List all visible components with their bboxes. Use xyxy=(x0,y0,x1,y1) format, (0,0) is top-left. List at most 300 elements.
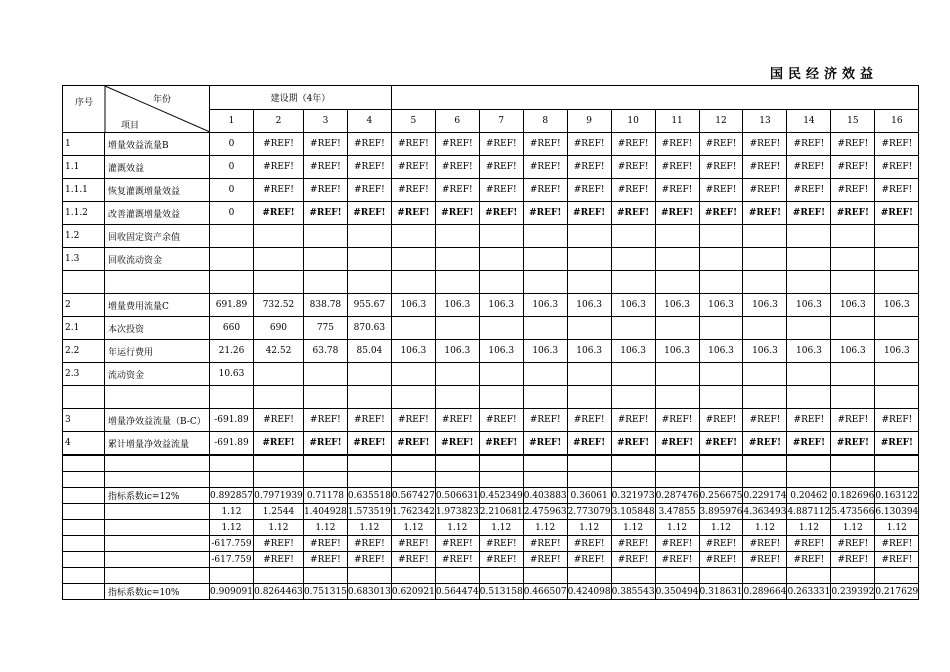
value-cell[interactable]: 0 xyxy=(210,133,254,156)
lower-value-cell[interactable] xyxy=(875,568,919,584)
value-cell[interactable]: 732.52 xyxy=(253,294,303,317)
lower-item-cell[interactable] xyxy=(105,520,210,536)
value-cell[interactable]: 106.3 xyxy=(523,340,567,363)
lower-value-cell[interactable] xyxy=(210,568,254,584)
value-cell[interactable] xyxy=(253,386,303,409)
lower-value-cell[interactable]: #REF! xyxy=(787,552,831,568)
value-cell[interactable]: #REF! xyxy=(303,156,347,179)
lower-value-cell[interactable]: #REF! xyxy=(523,552,567,568)
value-cell[interactable] xyxy=(391,363,435,386)
value-cell[interactable]: 106.3 xyxy=(391,340,435,363)
lower-value-cell[interactable]: #REF! xyxy=(347,536,391,552)
value-cell[interactable] xyxy=(523,271,567,294)
row-number-cell[interactable]: 2.2 xyxy=(63,340,105,363)
row-item-cell[interactable]: 增量费用流量C xyxy=(105,294,210,317)
value-cell[interactable]: #REF! xyxy=(253,432,303,456)
lower-value-cell[interactable]: #REF! xyxy=(655,552,699,568)
value-cell[interactable]: #REF! xyxy=(253,202,303,225)
lower-value-cell[interactable]: #REF! xyxy=(875,536,919,552)
lower-value-cell[interactable]: 0.182696 xyxy=(831,488,875,504)
value-cell[interactable] xyxy=(787,248,831,271)
lower-value-cell[interactable] xyxy=(523,472,567,488)
value-cell[interactable] xyxy=(787,317,831,340)
value-cell[interactable] xyxy=(831,317,875,340)
lower-value-cell[interactable] xyxy=(435,455,479,472)
value-cell[interactable] xyxy=(743,386,787,409)
lower-value-cell[interactable] xyxy=(253,472,303,488)
value-cell[interactable]: #REF! xyxy=(567,202,611,225)
lower-value-cell[interactable]: #REF! xyxy=(699,536,743,552)
lower-value-cell[interactable]: #REF! xyxy=(523,536,567,552)
value-cell[interactable]: #REF! xyxy=(699,202,743,225)
value-cell[interactable] xyxy=(210,386,254,409)
row-number-cell[interactable]: 1.3 xyxy=(63,248,105,271)
value-cell[interactable]: #REF! xyxy=(391,156,435,179)
lower-value-cell[interactable]: 0.567427 xyxy=(391,488,435,504)
value-cell[interactable]: #REF! xyxy=(479,432,523,456)
lower-value-cell[interactable]: 0.20462 xyxy=(787,488,831,504)
lower-value-cell[interactable]: 4.887112 xyxy=(787,504,831,520)
lower-value-cell[interactable]: #REF! xyxy=(831,536,875,552)
lower-value-cell[interactable] xyxy=(435,472,479,488)
value-cell[interactable] xyxy=(391,271,435,294)
value-cell[interactable]: #REF! xyxy=(743,202,787,225)
value-cell[interactable]: #REF! xyxy=(435,179,479,202)
value-cell[interactable] xyxy=(347,248,391,271)
value-cell[interactable]: 106.3 xyxy=(699,294,743,317)
value-cell[interactable] xyxy=(743,225,787,248)
value-cell[interactable]: #REF! xyxy=(347,409,391,432)
value-cell[interactable] xyxy=(303,363,347,386)
lower-value-cell[interactable] xyxy=(435,568,479,584)
lower-value-cell[interactable]: #REF! xyxy=(567,552,611,568)
lower-value-cell[interactable]: 1.12 xyxy=(210,504,254,520)
value-cell[interactable] xyxy=(787,271,831,294)
value-cell[interactable]: #REF! xyxy=(523,133,567,156)
operation-period-header[interactable] xyxy=(391,86,918,110)
lower-value-cell[interactable]: 1.12 xyxy=(210,520,254,536)
value-cell[interactable] xyxy=(699,248,743,271)
value-cell[interactable] xyxy=(831,225,875,248)
value-cell[interactable]: #REF! xyxy=(875,179,919,202)
lower-value-cell[interactable] xyxy=(391,455,435,472)
value-cell[interactable] xyxy=(347,271,391,294)
row-item-cell[interactable]: 增量效益流量B xyxy=(105,133,210,156)
lower-value-cell[interactable]: 0.424098 xyxy=(567,584,611,600)
lower-number-cell[interactable] xyxy=(63,552,105,568)
value-cell[interactable]: #REF! xyxy=(611,179,655,202)
lower-value-cell[interactable] xyxy=(479,568,523,584)
value-cell[interactable]: #REF! xyxy=(391,432,435,456)
lower-value-cell[interactable] xyxy=(479,472,523,488)
value-cell[interactable]: #REF! xyxy=(567,409,611,432)
value-cell[interactable]: 106.3 xyxy=(831,340,875,363)
lower-value-cell[interactable]: 1.12 xyxy=(787,520,831,536)
value-cell[interactable] xyxy=(347,225,391,248)
value-cell[interactable]: #REF! xyxy=(831,133,875,156)
lower-value-cell[interactable]: 0.350494 xyxy=(655,584,699,600)
row-item-cell[interactable]: 灌溉效益 xyxy=(105,156,210,179)
lower-value-cell[interactable]: 0.635518 xyxy=(347,488,391,504)
lower-value-cell[interactable]: 5.473566 xyxy=(831,504,875,520)
value-cell[interactable]: #REF! xyxy=(831,409,875,432)
value-cell[interactable] xyxy=(523,363,567,386)
row-number-cell[interactable]: 1.1 xyxy=(63,156,105,179)
lower-item-cell[interactable] xyxy=(105,455,210,472)
value-cell[interactable] xyxy=(435,225,479,248)
lower-value-cell[interactable]: 0.7971939 xyxy=(253,488,303,504)
lower-value-cell[interactable] xyxy=(699,455,743,472)
value-cell[interactable] xyxy=(787,225,831,248)
value-cell[interactable]: #REF! xyxy=(787,409,831,432)
value-cell[interactable] xyxy=(787,363,831,386)
value-cell[interactable]: -691.89 xyxy=(210,409,254,432)
lower-value-cell[interactable]: #REF! xyxy=(655,536,699,552)
year-cell-4[interactable]: 4 xyxy=(347,109,391,133)
lower-value-cell[interactable]: 0.8264463 xyxy=(253,584,303,600)
value-cell[interactable] xyxy=(523,317,567,340)
lower-number-cell[interactable] xyxy=(63,568,105,584)
lower-value-cell[interactable]: #REF! xyxy=(479,552,523,568)
value-cell[interactable]: #REF! xyxy=(831,432,875,456)
lower-value-cell[interactable]: #REF! xyxy=(347,552,391,568)
lower-value-cell[interactable]: 0.318631 xyxy=(699,584,743,600)
year-cell-3[interactable]: 3 xyxy=(303,109,347,133)
lower-value-cell[interactable]: 4.363493 xyxy=(743,504,787,520)
row-item-cell[interactable]: 流动资金 xyxy=(105,363,210,386)
year-cell-10[interactable]: 10 xyxy=(611,109,655,133)
value-cell[interactable]: 870.63 xyxy=(347,317,391,340)
value-cell[interactable] xyxy=(699,271,743,294)
row-number-cell[interactable] xyxy=(63,386,105,409)
row-item-cell[interactable]: 恢复灌溉增量效益 xyxy=(105,179,210,202)
value-cell[interactable]: 106.3 xyxy=(831,294,875,317)
value-cell[interactable]: #REF! xyxy=(831,156,875,179)
value-cell[interactable]: 838.78 xyxy=(303,294,347,317)
lower-value-cell[interactable]: 0.263331 xyxy=(787,584,831,600)
value-cell[interactable]: #REF! xyxy=(699,409,743,432)
year-cell-15[interactable]: 15 xyxy=(831,109,875,133)
value-cell[interactable] xyxy=(479,363,523,386)
value-cell[interactable] xyxy=(875,386,919,409)
value-cell[interactable]: #REF! xyxy=(787,133,831,156)
value-cell[interactable] xyxy=(391,386,435,409)
lower-item-cell[interactable] xyxy=(105,536,210,552)
value-cell[interactable] xyxy=(875,248,919,271)
lower-value-cell[interactable] xyxy=(611,455,655,472)
lower-value-cell[interactable]: 2.475963 xyxy=(523,504,567,520)
value-cell[interactable]: #REF! xyxy=(391,133,435,156)
value-cell[interactable]: #REF! xyxy=(787,432,831,456)
value-cell[interactable] xyxy=(253,225,303,248)
value-cell[interactable] xyxy=(699,317,743,340)
lower-value-cell[interactable] xyxy=(831,455,875,472)
value-cell[interactable] xyxy=(479,386,523,409)
value-cell[interactable] xyxy=(655,225,699,248)
value-cell[interactable]: #REF! xyxy=(303,409,347,432)
value-cell[interactable]: #REF! xyxy=(391,202,435,225)
lower-number-cell[interactable] xyxy=(63,536,105,552)
lower-value-cell[interactable] xyxy=(347,472,391,488)
value-cell[interactable] xyxy=(523,386,567,409)
lower-value-cell[interactable] xyxy=(743,472,787,488)
year-cell-7[interactable]: 7 xyxy=(479,109,523,133)
value-cell[interactable] xyxy=(479,317,523,340)
value-cell[interactable]: 106.3 xyxy=(479,340,523,363)
lower-value-cell[interactable]: 0.321973 xyxy=(611,488,655,504)
value-cell[interactable] xyxy=(611,248,655,271)
row-item-cell[interactable]: 本次投资 xyxy=(105,317,210,340)
lower-value-cell[interactable]: -617.759 xyxy=(210,552,254,568)
lower-value-cell[interactable] xyxy=(253,455,303,472)
row-number-cell[interactable]: 4 xyxy=(63,432,105,456)
value-cell[interactable] xyxy=(743,317,787,340)
lower-value-cell[interactable] xyxy=(699,472,743,488)
lower-value-cell[interactable] xyxy=(347,568,391,584)
value-cell[interactable]: #REF! xyxy=(611,202,655,225)
value-cell[interactable]: 106.3 xyxy=(743,340,787,363)
value-cell[interactable] xyxy=(699,386,743,409)
lower-value-cell[interactable] xyxy=(787,568,831,584)
value-cell[interactable]: #REF! xyxy=(523,156,567,179)
lower-value-cell[interactable] xyxy=(303,455,347,472)
lower-value-cell[interactable]: #REF! xyxy=(391,552,435,568)
value-cell[interactable]: 21.26 xyxy=(210,340,254,363)
value-cell[interactable]: #REF! xyxy=(435,202,479,225)
lower-value-cell[interactable]: #REF! xyxy=(787,536,831,552)
lower-value-cell[interactable]: 1.12 xyxy=(699,520,743,536)
lower-value-cell[interactable]: 2.773079 xyxy=(567,504,611,520)
value-cell[interactable]: 106.3 xyxy=(611,294,655,317)
row-item-cell[interactable]: 回收流动资金 xyxy=(105,248,210,271)
lower-value-cell[interactable]: 1.12 xyxy=(303,520,347,536)
row-number-cell[interactable] xyxy=(63,271,105,294)
lower-value-cell[interactable]: 0.620921 xyxy=(391,584,435,600)
value-cell[interactable]: #REF! xyxy=(875,156,919,179)
lower-value-cell[interactable] xyxy=(391,472,435,488)
value-cell[interactable]: #REF! xyxy=(787,202,831,225)
lower-value-cell[interactable] xyxy=(210,455,254,472)
lower-item-cell[interactable]: 指标系数ic=10% xyxy=(105,584,210,600)
value-cell[interactable]: #REF! xyxy=(787,156,831,179)
lower-value-cell[interactable]: 1.2544 xyxy=(253,504,303,520)
value-cell[interactable]: #REF! xyxy=(743,432,787,456)
lower-value-cell[interactable]: 1.12 xyxy=(875,520,919,536)
value-cell[interactable]: #REF! xyxy=(655,432,699,456)
row-number-cell[interactable]: 2.3 xyxy=(63,363,105,386)
lower-value-cell[interactable]: 0.163122 xyxy=(875,488,919,504)
value-cell[interactable]: 106.3 xyxy=(523,294,567,317)
lower-item-cell[interactable] xyxy=(105,472,210,488)
value-cell[interactable]: #REF! xyxy=(347,133,391,156)
value-cell[interactable]: #REF! xyxy=(655,133,699,156)
value-cell[interactable] xyxy=(875,271,919,294)
row-item-cell[interactable] xyxy=(105,271,210,294)
construction-period-header[interactable]: 建设期（4年） xyxy=(210,86,392,110)
value-cell[interactable]: 0 xyxy=(210,202,254,225)
value-cell[interactable]: 106.3 xyxy=(655,294,699,317)
lower-value-cell[interactable]: #REF! xyxy=(435,552,479,568)
row-item-cell[interactable]: 改善灌溉增量效益 xyxy=(105,202,210,225)
value-cell[interactable] xyxy=(479,225,523,248)
value-cell[interactable] xyxy=(567,271,611,294)
lower-value-cell[interactable]: #REF! xyxy=(611,552,655,568)
year-cell-11[interactable]: 11 xyxy=(655,109,699,133)
value-cell[interactable]: #REF! xyxy=(611,133,655,156)
row-number-cell[interactable]: 1.2 xyxy=(63,225,105,248)
value-cell[interactable] xyxy=(699,225,743,248)
value-cell[interactable]: #REF! xyxy=(567,179,611,202)
value-cell[interactable] xyxy=(303,248,347,271)
value-cell[interactable]: #REF! xyxy=(611,156,655,179)
value-cell[interactable]: #REF! xyxy=(743,179,787,202)
value-cell[interactable] xyxy=(567,386,611,409)
value-cell[interactable]: 0 xyxy=(210,179,254,202)
value-cell[interactable] xyxy=(655,386,699,409)
value-cell[interactable] xyxy=(655,363,699,386)
value-cell[interactable]: #REF! xyxy=(875,133,919,156)
lower-value-cell[interactable]: 1.12 xyxy=(253,520,303,536)
value-cell[interactable] xyxy=(523,248,567,271)
row-item-cell[interactable]: 年运行费用 xyxy=(105,340,210,363)
value-cell[interactable] xyxy=(831,271,875,294)
value-cell[interactable]: 106.3 xyxy=(655,340,699,363)
value-cell[interactable] xyxy=(391,248,435,271)
value-cell[interactable]: 690 xyxy=(253,317,303,340)
value-cell[interactable]: 660 xyxy=(210,317,254,340)
lower-number-cell[interactable] xyxy=(63,584,105,600)
value-cell[interactable]: #REF! xyxy=(699,156,743,179)
value-cell[interactable]: #REF! xyxy=(303,202,347,225)
lower-value-cell[interactable]: 1.12 xyxy=(479,520,523,536)
value-cell[interactable] xyxy=(253,363,303,386)
value-cell[interactable] xyxy=(611,386,655,409)
value-cell[interactable]: 106.3 xyxy=(787,340,831,363)
value-cell[interactable] xyxy=(567,225,611,248)
value-cell[interactable]: #REF! xyxy=(253,179,303,202)
lower-value-cell[interactable] xyxy=(567,568,611,584)
lower-value-cell[interactable] xyxy=(875,472,919,488)
value-cell[interactable] xyxy=(655,248,699,271)
value-cell[interactable]: 106.3 xyxy=(699,340,743,363)
value-cell[interactable]: 63.78 xyxy=(303,340,347,363)
lower-value-cell[interactable] xyxy=(253,568,303,584)
value-cell[interactable] xyxy=(391,317,435,340)
value-cell[interactable]: #REF! xyxy=(831,179,875,202)
value-cell[interactable]: #REF! xyxy=(435,432,479,456)
value-cell[interactable] xyxy=(567,363,611,386)
lower-value-cell[interactable] xyxy=(611,472,655,488)
value-cell[interactable]: #REF! xyxy=(875,409,919,432)
value-cell[interactable] xyxy=(210,248,254,271)
lower-value-cell[interactable]: #REF! xyxy=(391,536,435,552)
value-cell[interactable]: #REF! xyxy=(699,133,743,156)
lower-value-cell[interactable]: 0.229174 xyxy=(743,488,787,504)
value-cell[interactable]: #REF! xyxy=(743,409,787,432)
value-cell[interactable]: #REF! xyxy=(523,179,567,202)
year-cell-14[interactable]: 14 xyxy=(787,109,831,133)
value-cell[interactable]: 10.63 xyxy=(210,363,254,386)
lower-value-cell[interactable] xyxy=(743,455,787,472)
value-cell[interactable] xyxy=(347,363,391,386)
lower-value-cell[interactable]: 1.12 xyxy=(391,520,435,536)
lower-number-cell[interactable] xyxy=(63,504,105,520)
year-cell-5[interactable]: 5 xyxy=(391,109,435,133)
lower-value-cell[interactable]: 1.12 xyxy=(831,520,875,536)
year-cell-6[interactable]: 6 xyxy=(435,109,479,133)
value-cell[interactable]: #REF! xyxy=(567,133,611,156)
value-cell[interactable]: #REF! xyxy=(743,133,787,156)
row-number-cell[interactable]: 2 xyxy=(63,294,105,317)
value-cell[interactable] xyxy=(875,317,919,340)
lower-value-cell[interactable] xyxy=(479,455,523,472)
value-cell[interactable]: #REF! xyxy=(699,432,743,456)
value-cell[interactable]: #REF! xyxy=(523,432,567,456)
value-cell[interactable]: #REF! xyxy=(391,409,435,432)
value-cell[interactable]: 106.3 xyxy=(391,294,435,317)
lower-value-cell[interactable]: 0.751315 xyxy=(303,584,347,600)
lower-value-cell[interactable] xyxy=(303,472,347,488)
value-cell[interactable]: #REF! xyxy=(523,409,567,432)
value-cell[interactable]: 106.3 xyxy=(743,294,787,317)
value-cell[interactable]: #REF! xyxy=(699,179,743,202)
lower-value-cell[interactable] xyxy=(875,455,919,472)
lower-value-cell[interactable]: 0.683013 xyxy=(347,584,391,600)
lower-value-cell[interactable]: 0.289664 xyxy=(743,584,787,600)
value-cell[interactable]: #REF! xyxy=(567,432,611,456)
value-cell[interactable]: #REF! xyxy=(655,409,699,432)
value-cell[interactable] xyxy=(210,225,254,248)
value-cell[interactable] xyxy=(479,271,523,294)
value-cell[interactable] xyxy=(743,248,787,271)
lower-number-cell[interactable] xyxy=(63,488,105,504)
value-cell[interactable]: 106.3 xyxy=(479,294,523,317)
value-cell[interactable] xyxy=(831,386,875,409)
row-number-cell[interactable]: 1 xyxy=(63,133,105,156)
lower-value-cell[interactable]: 1.12 xyxy=(611,520,655,536)
value-cell[interactable]: 0 xyxy=(210,156,254,179)
row-number-cell[interactable]: 1.1.2 xyxy=(63,202,105,225)
value-cell[interactable]: #REF! xyxy=(567,156,611,179)
lower-value-cell[interactable] xyxy=(787,455,831,472)
lower-value-cell[interactable]: 1.12 xyxy=(655,520,699,536)
lower-value-cell[interactable]: 0.71178 xyxy=(303,488,347,504)
lower-value-cell[interactable]: 6.130394 xyxy=(875,504,919,520)
lower-value-cell[interactable] xyxy=(523,455,567,472)
value-cell[interactable]: #REF! xyxy=(831,202,875,225)
value-cell[interactable]: 106.3 xyxy=(435,340,479,363)
lower-value-cell[interactable] xyxy=(831,568,875,584)
value-cell[interactable]: #REF! xyxy=(303,133,347,156)
value-cell[interactable]: #REF! xyxy=(435,133,479,156)
lower-value-cell[interactable] xyxy=(611,568,655,584)
value-cell[interactable] xyxy=(435,363,479,386)
lower-value-cell[interactable] xyxy=(303,568,347,584)
value-cell[interactable]: 42.52 xyxy=(253,340,303,363)
value-cell[interactable]: #REF! xyxy=(253,133,303,156)
lower-value-cell[interactable]: 1.12 xyxy=(435,520,479,536)
lower-value-cell[interactable]: 2.210681 xyxy=(479,504,523,520)
value-cell[interactable]: -691.89 xyxy=(210,432,254,456)
value-cell[interactable] xyxy=(435,271,479,294)
lower-value-cell[interactable] xyxy=(655,472,699,488)
lower-value-cell[interactable]: #REF! xyxy=(831,552,875,568)
value-cell[interactable] xyxy=(435,248,479,271)
row-item-cell[interactable]: 增量净效益流量（B-C） xyxy=(105,409,210,432)
lower-value-cell[interactable]: 1.12 xyxy=(567,520,611,536)
lower-value-cell[interactable]: 3.895976 xyxy=(699,504,743,520)
value-cell[interactable]: 85.04 xyxy=(347,340,391,363)
